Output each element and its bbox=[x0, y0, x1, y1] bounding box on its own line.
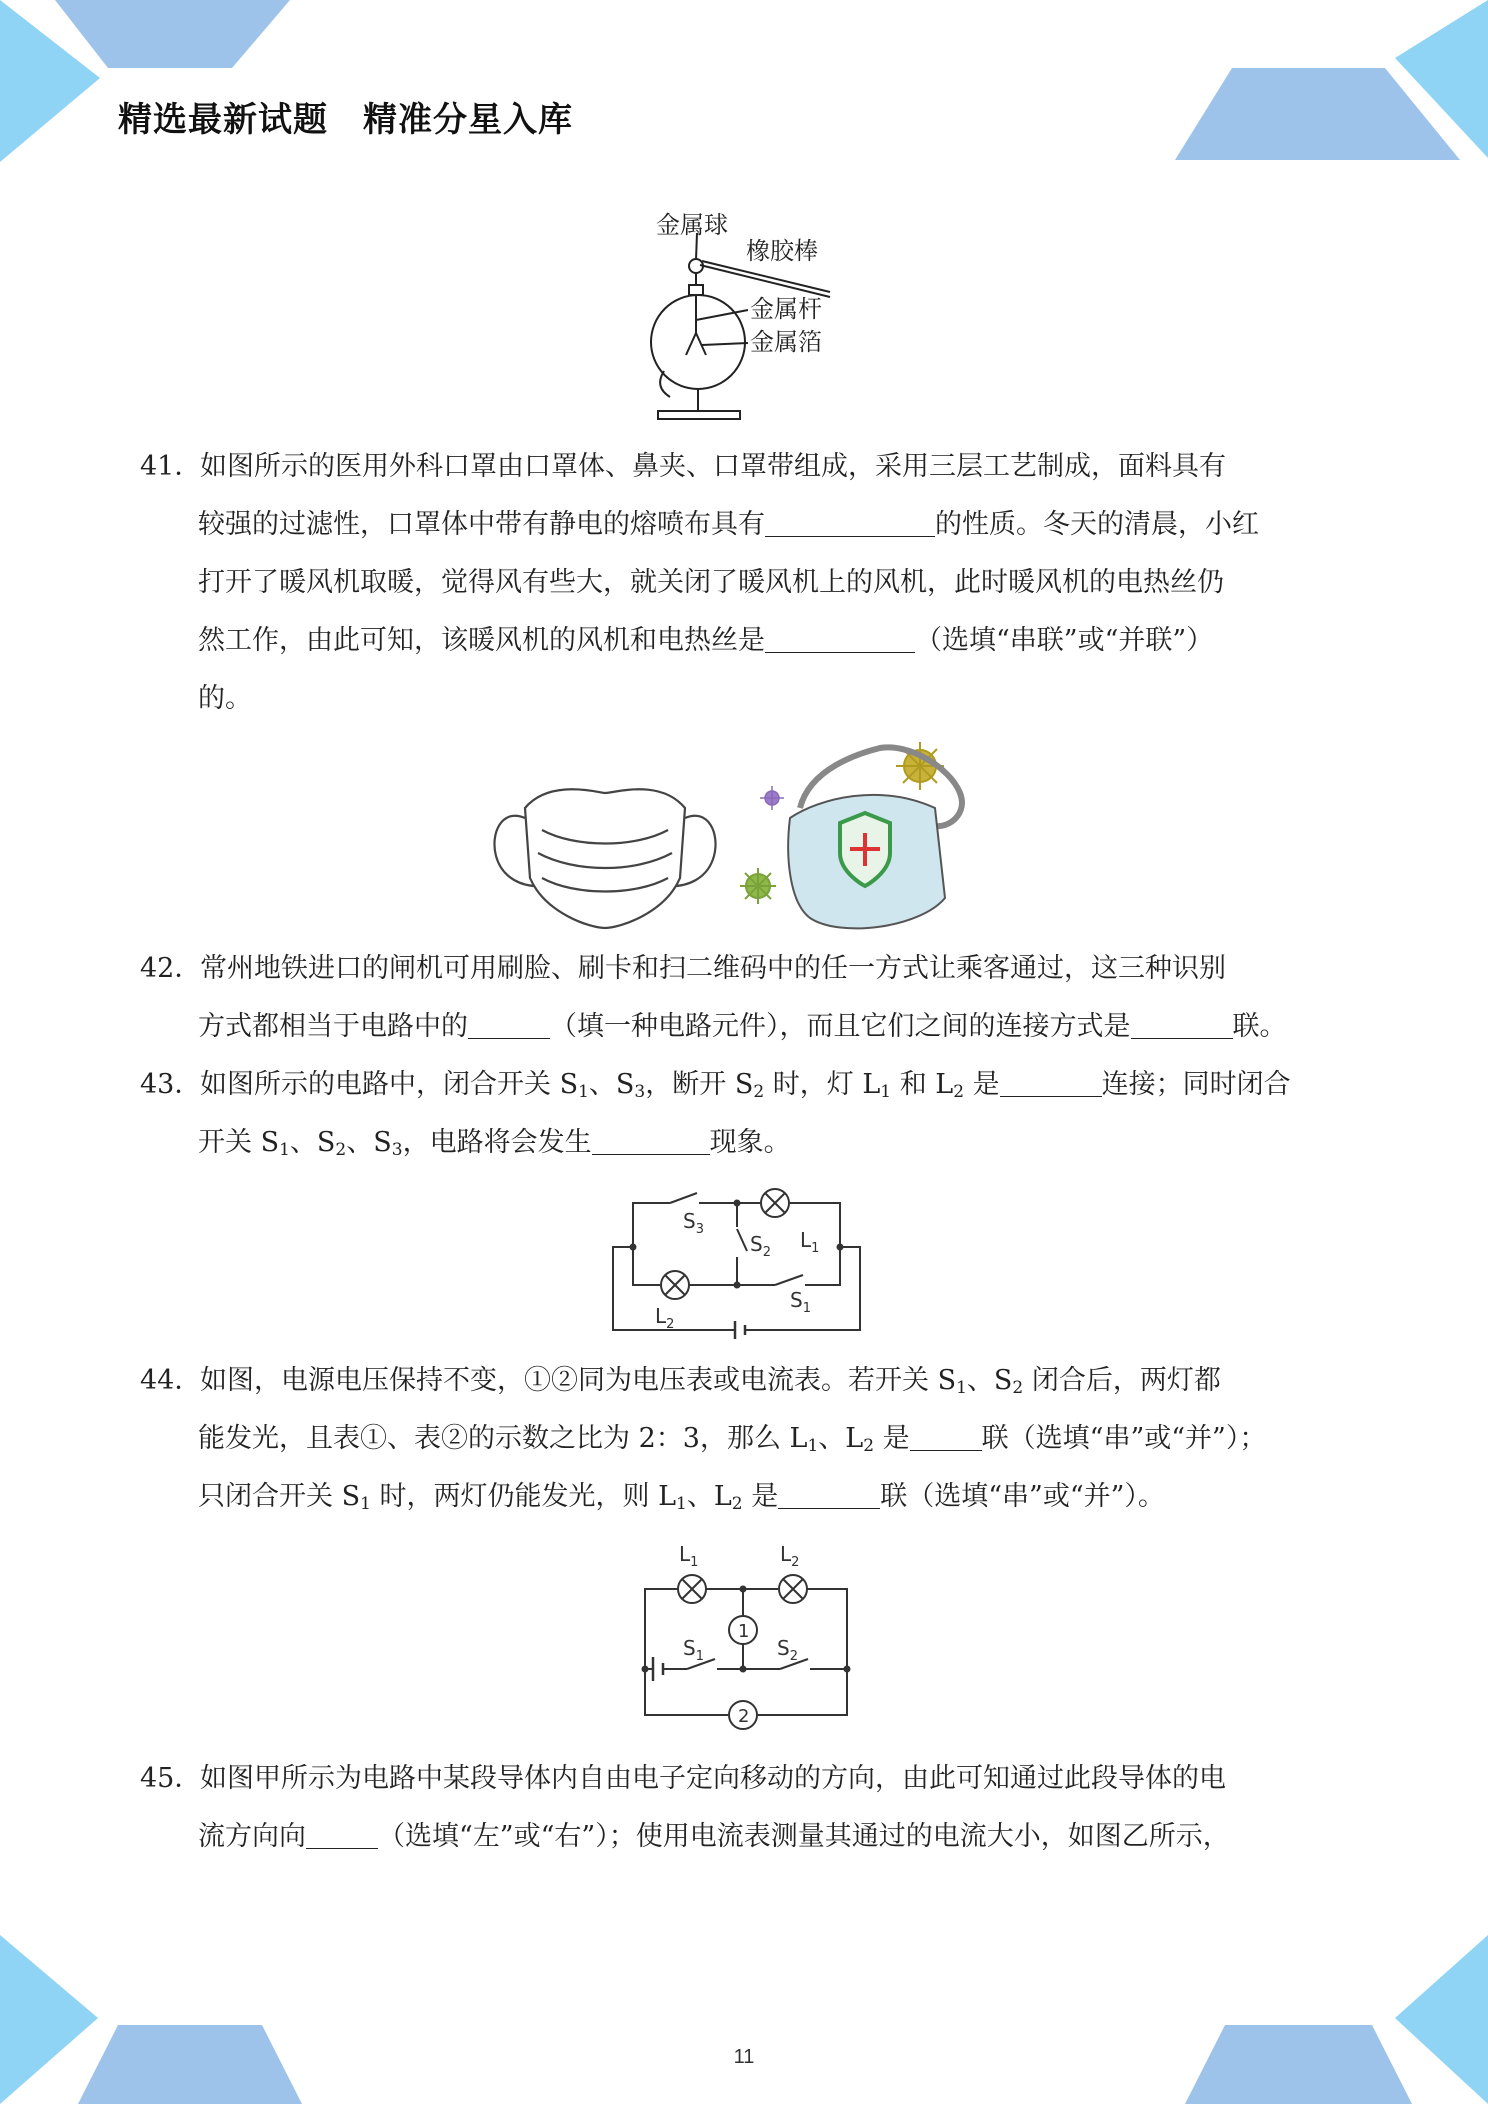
label-l1: L bbox=[679, 1542, 691, 1566]
svg-text:L2: $L_2$ bbox=[655, 1304, 675, 1332]
question-42: 42．常州地铁进口的闸机可用刷脸、刷卡和扫二维码中的任一方式让乘客通过，这三种识别 方式都相当于电路中的 （填一种电路元件），而且它们之间的连接方式是 联。 bbox=[140, 940, 1350, 1056]
label-metal-rod: 金属杆 bbox=[750, 295, 822, 323]
label-s3: S bbox=[683, 1209, 696, 1233]
answer-blank[interactable] bbox=[1000, 1066, 1102, 1097]
answer-blank[interactable] bbox=[592, 1124, 710, 1155]
bottom-left-triangle bbox=[0, 1935, 98, 2104]
mask-figure bbox=[480, 738, 1005, 942]
page-number: 11 bbox=[733, 2046, 755, 2068]
virus-icon bbox=[760, 786, 784, 810]
header-title: 精选最新试题 精准分星入库 bbox=[118, 100, 573, 140]
question-number: 42． bbox=[140, 953, 202, 984]
svg-text:S2: $S_2$ bbox=[777, 1636, 798, 1664]
virus-icon bbox=[740, 868, 776, 904]
label-s1: S bbox=[683, 1636, 696, 1660]
svg-text:S1: $S_1$ bbox=[683, 1636, 704, 1664]
circuit-44-figure bbox=[635, 1535, 855, 1739]
label-s2: S bbox=[777, 1636, 790, 1660]
question-45: 45．如图甲所示为电路中某段导体内自由电子定向移动的方向，由此可知通过此段导体的电 流方向向 （选填“左”或“右”）；使用电流表测量其通过的电流大小，如图乙所示， bbox=[140, 1750, 1350, 1866]
question-number: 45． bbox=[140, 1763, 202, 1794]
bottom-right-triangle bbox=[1395, 1935, 1488, 2104]
question-41: 41．如图所示的医用外科口罩由口罩体、鼻夹、口罩带组成，采用三层工艺制成，面料具有 较强的过滤性，口罩体中带有静电的熔喷布具有 的性质。冬天的清晨，小红 打开了暖风机取暖，觉得风有些大，就关闭了暖风机上的风机，此时暖风机的电热丝仍 然工作，由此可知，该暖风机的风机和电热丝是 （选填“串联”或“并联”） 的。 bbox=[140, 438, 1350, 728]
label-l2: L bbox=[655, 1304, 667, 1328]
answer-blank[interactable] bbox=[765, 506, 935, 537]
svg-text:S3: $S_3$ bbox=[683, 1209, 704, 1237]
electroscope-jar-icon bbox=[651, 295, 745, 389]
question-44: 44．如图，电源电压保持不变，①②同为电压表或电流表。若开关 $S_1$、$S_2$ 闭合后，两灯都 能发光，且表①、表②的示数之比为 2：3，那么 $L_1$、$L_2$ 是 联（选填“串”或“并”）； 只闭合开关 $S_1$ 时，两灯仍能发光，则 $L_1$、$L_2$ 是 联（选填“串”或“并”）。 bbox=[140, 1352, 1350, 1526]
label-s2: S bbox=[750, 1232, 763, 1256]
question-number: 43． bbox=[140, 1069, 202, 1100]
question-number: 44． bbox=[140, 1365, 202, 1396]
label-l2: L bbox=[780, 1542, 792, 1566]
svg-text:L1: $L_1$ bbox=[800, 1228, 820, 1256]
meter-1-label: 1 bbox=[738, 1621, 750, 1642]
answer-blank[interactable] bbox=[306, 1818, 378, 1849]
flat-mask-icon bbox=[494, 789, 715, 928]
label-s1: S bbox=[790, 1288, 803, 1312]
svg-text:L2: $L_2$ bbox=[780, 1542, 800, 1570]
protective-mask-icon bbox=[788, 747, 962, 928]
electroscope-figure bbox=[640, 205, 880, 434]
answer-blank[interactable] bbox=[1131, 1008, 1233, 1039]
svg-text:L1: $L_1$ bbox=[679, 1542, 699, 1570]
label-metal-foil: 金属箔 bbox=[750, 328, 822, 356]
meter-2-label: 2 bbox=[738, 1706, 750, 1727]
circuit-43-figure bbox=[605, 1185, 875, 1349]
question-number: 41． bbox=[140, 451, 202, 482]
svg-text:S1: $S_1$ bbox=[790, 1288, 811, 1316]
svg-text:S2: $S_2$ bbox=[750, 1232, 771, 1260]
answer-blank[interactable] bbox=[778, 1478, 880, 1509]
top-left-tab bbox=[55, 0, 290, 68]
question-43: 43．如图所示的电路中，闭合开关 $S_1$、$S_3$，断开 $S_2$ 时，灯 $L_1$ 和 $L_2$ 是 连接；同时闭合 开关 $S_1$、$S_2$、$S_3$，电路将会发生 现象。 bbox=[140, 1056, 1350, 1172]
label-rubber-rod: 橡胶棒 bbox=[746, 237, 818, 265]
label-l1: L bbox=[800, 1228, 812, 1252]
answer-blank[interactable] bbox=[468, 1008, 550, 1039]
answer-blank[interactable] bbox=[910, 1420, 982, 1451]
label-metal-ball: 金属球 bbox=[656, 211, 728, 239]
answer-blank[interactable] bbox=[765, 622, 915, 653]
